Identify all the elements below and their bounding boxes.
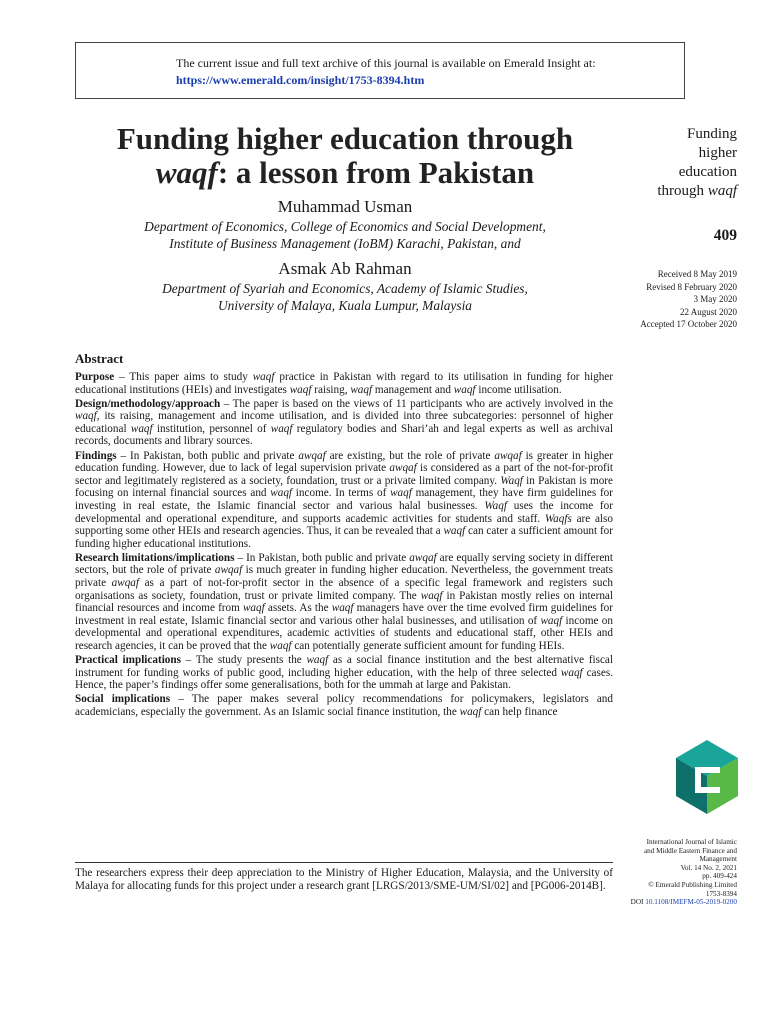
running-title xyxy=(620,125,737,201)
title-italic-word: waqf xyxy=(155,155,218,190)
journal-name-1: International Journal of Islamic xyxy=(646,838,737,846)
title-line-1: Funding higher education through xyxy=(116,121,574,156)
archive-notice xyxy=(75,42,685,99)
running-title-line-4: through xyxy=(657,183,708,199)
date-revised-3: 22 August 2020 xyxy=(679,306,737,317)
author-name-2: Asmak Ab Rahman xyxy=(278,259,412,278)
date-revised: Revised 8 February 2020 xyxy=(646,281,737,292)
journal-name-3: Management xyxy=(699,855,737,864)
date-accepted: Accepted 17 October 2020 xyxy=(640,319,737,329)
abstract-design xyxy=(75,398,613,448)
findings-label: Findings xyxy=(75,449,117,462)
affiliation-1-line-2: Institute of Business Management (IoBM) Karachi, Pakistan, and xyxy=(169,236,521,251)
findings-text: – In Pakistan, both public and private awqaf are existing, but the role of private awqaf is greater in higher education funding. However, due to lack of legal supervision private awqaf is considered as a part of the not-for-profit sector and legitimately registered as a society, foundation, trust or a private limited company. Waqf in Pakistan is more focusing on internal financial sources and waqf income. In terms of waqf management, they have firm guidelines for investing in real estate, the Islamic financial sector and various halal businesses. Waqf uses the income for developmental and operational expenditure, and supports academic activities for students and staff. Waqfs are also supporting some other HEIs and research agencies. Thus, it can be revealed that a waqf can cater a sufficient amount for funding higher educational institutions. xyxy=(75,449,613,550)
journal-doi xyxy=(600,898,737,907)
title-line-2: : a lesson from Pakistan xyxy=(217,155,535,190)
abstract-body xyxy=(75,371,613,720)
practical-label: Practical implications xyxy=(75,654,181,667)
emerald-logo-icon xyxy=(676,740,738,814)
purpose-label: Purpose xyxy=(75,371,115,383)
abstract-social xyxy=(75,693,613,718)
abstract-research xyxy=(75,552,613,653)
design-text: – The paper is based on the views of 11 participants who are actively involved in the waqf, its raising, management and income utilisation, and is divided into three subcategories: personnel of higher educational waqf institution, personnel of waqf regulatory bodies and Shari’ah and legal experts as well as archival records, documents and library sources. xyxy=(75,397,613,448)
affiliation-1-line-1: Department of Economics, College of Economics and Social Development, xyxy=(144,219,546,234)
purpose-text: – This paper aims to study waqf practice in Pakistan with regard to its utilisation in funding for higher educational institutions (HEIs) and investigates waqf raising, waqf management and waqf income utilisation. xyxy=(75,371,614,396)
social-label: Social implications xyxy=(75,693,171,706)
journal-copyright: © Emerald Publishing Limited xyxy=(648,880,737,889)
abstract-purpose xyxy=(75,371,613,396)
running-title-italic: waqf xyxy=(707,183,737,199)
design-label: Design/methodology/approach xyxy=(75,397,221,410)
author-name-1: Muhammad Usman xyxy=(277,197,413,216)
page-number: 409 xyxy=(713,227,737,244)
author-affiliation-2 xyxy=(60,280,630,314)
article-title xyxy=(60,122,630,190)
archive-notice-text: The current issue and full text archive of this journal is available on Emerald Insight at: xyxy=(176,56,596,70)
date-received: Received 8 May 2019 xyxy=(657,269,737,279)
footnote-divider xyxy=(75,862,613,863)
research-label: Research limitations/implications xyxy=(75,551,235,564)
doi-link[interactable]: 10.1108/IMEFM-05-2019-0200 xyxy=(645,898,737,907)
running-title-line-2: higher xyxy=(698,145,737,161)
practical-text: – The study presents the waqf as a social finance institution and the best alternative fiscal instrument for funding works of public good, including higher education, with the help of three selected waqf cases. Hence, the paper’s findings offer some generalisations, both for the ummah at large and Pakistan. xyxy=(75,654,614,692)
abstract-heading: Abstract xyxy=(75,351,124,366)
journal-url-link[interactable]: https://www.emerald.com/insight/1753-8394.htm xyxy=(176,73,425,87)
abstract-findings xyxy=(75,450,613,551)
acknowledgement-footnote: The researchers express their deep appreciation to the Ministry of Higher Education, Malaysia, and the University of Malaya for allocating funds for this project under a research grant [LRGS/2013/SME-UM/SI/02] and [PG006-2014B]. xyxy=(75,867,613,892)
running-title-line-1: Funding xyxy=(686,126,737,142)
research-text: – In Pakistan, both public and private awqaf are equally serving society in different sectors, but the role of private awqaf is much greater in funding higher education. Nevertheless, the government treats private awqaf as a part of not-for-profit sector in the absence of a specific legal framework and registers such organisations as society, foundation, trust or private limited company. The waqf in Pakistan mostly relies on internal financial resources and income from waqf assets. As the waqf managers have over the time evolved firm guidelines for investment in real estate, Islamic financial sector and various other halal businesses, and utilisation of waqf income on developmental and operational expenditures, academic activities of students and educational staff, other HEIs and research agencies, it can be proved that the waqf can potentially generate sufficient amount for funding HEIs. xyxy=(75,551,614,652)
journal-info xyxy=(600,838,737,907)
author-affiliation-1 xyxy=(60,218,630,252)
journal-name-2: and Middle Eastern Finance and xyxy=(643,846,737,855)
date-revised-2: 3 May 2020 xyxy=(693,294,737,304)
submission-dates xyxy=(600,268,737,331)
journal-volume: Vol. 14 No. 2, 2021 xyxy=(680,863,737,872)
running-title-line-3: education xyxy=(678,164,737,180)
journal-issn: 1753-8394 xyxy=(705,889,737,898)
doi-label: DOI xyxy=(630,898,646,907)
journal-pages: pp. 409-424 xyxy=(702,872,737,881)
affiliation-2-line-1: Department of Syariah and Economics, Academy of Islamic Studies, xyxy=(162,281,528,296)
abstract-practical xyxy=(75,654,613,692)
social-text: – The paper makes several policy recommendations for policymakers, legislators and academicians, especially the government. As an Islamic social finance institution, the waqf can help finance xyxy=(75,693,613,718)
affiliation-2-line-2: University of Malaya, Kuala Lumpur, Malaysia xyxy=(217,298,473,313)
